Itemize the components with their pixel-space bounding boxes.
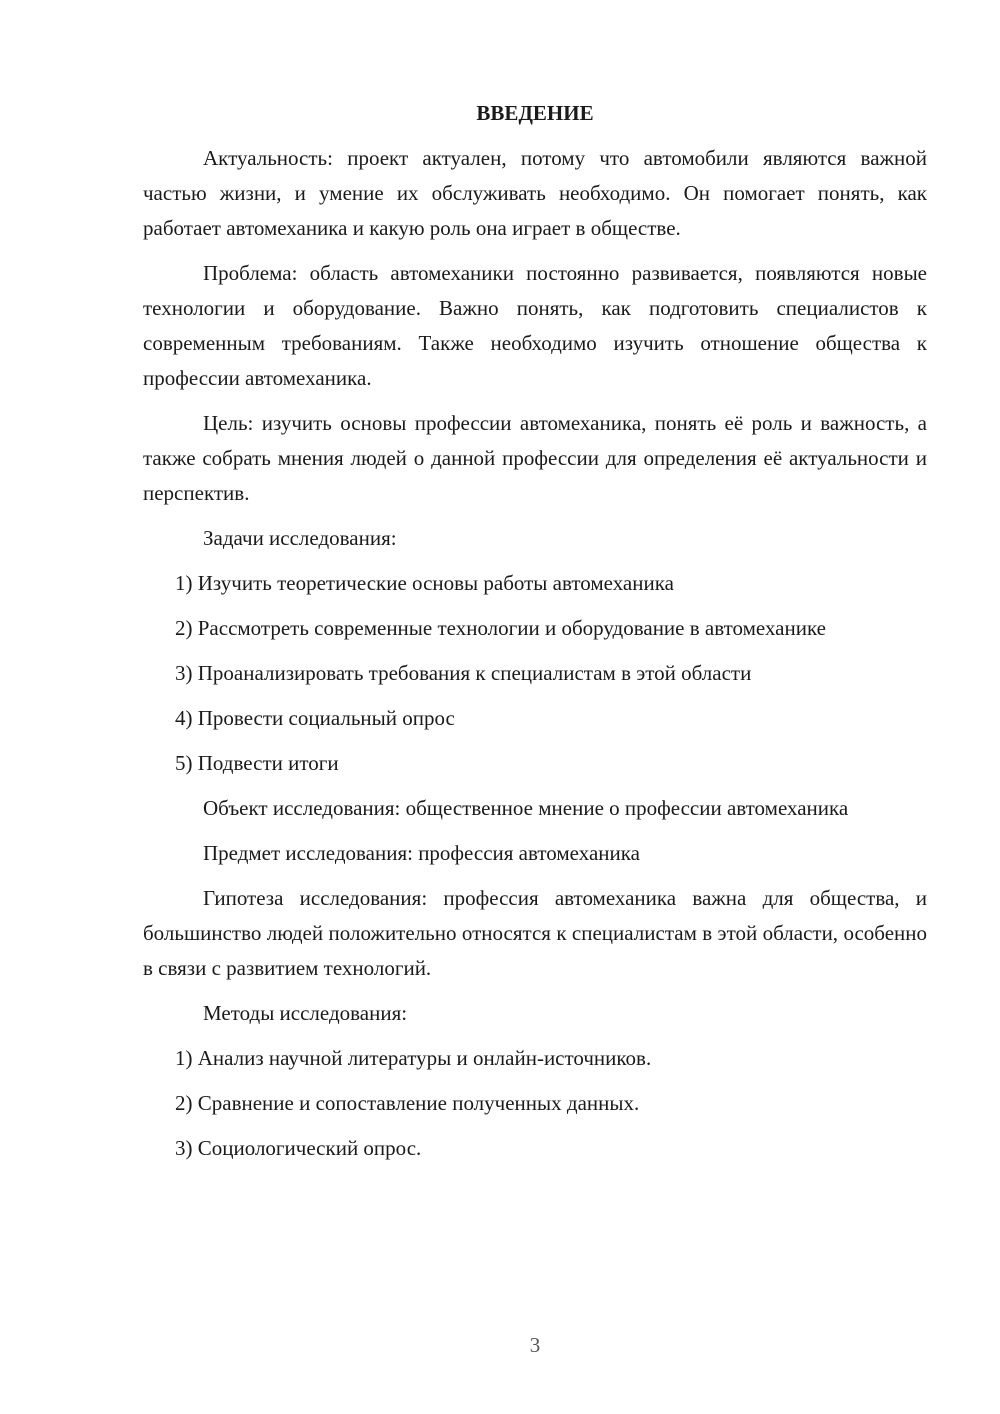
research-object: Объект исследования: общественное мнение о профессии автомеханика: [203, 796, 849, 820]
paragraph-relevance: Актуальность: проект актуален, потому что автомобили являются важной частью жизни, и умение их обслуживать необходимо. Он помогает понять, как работает автомеханика и какую роль она играет в обществе.: [143, 146, 927, 240]
document-page: [143, 96, 927, 1176]
tasks-heading: Задачи исследования:: [203, 526, 397, 550]
paragraph-problem: Проблема: область автомеханики постоянно развивается, появляются новые технологии и оборудование. Важно понять, как подготовить специалистов к современным требованиям. Также необходимо изучить отношение общества к профессии автомеханика.: [143, 261, 927, 390]
research-subject: Предмет исследования: профессия автомеханика: [203, 841, 640, 865]
method-item: 2) Сравнение и сопоставление полученных данных.: [175, 1091, 640, 1115]
paragraph-goal: Цель: изучить основы профессии автомеханика, понять её роль и важность, а также собрать мнения людей о данной профессии для определения её актуальности и перспектив.: [143, 411, 927, 505]
research-hypothesis: Гипотеза исследования: профессия автомеханика важна для общества, и большинство людей положительно относятся к специалистам в этой области, особенно в связи с развитием технологий.: [143, 886, 927, 980]
task-item: 4) Провести социальный опрос: [175, 706, 455, 730]
page-title: ВВЕДЕНИЕ: [476, 101, 594, 125]
method-item: 3) Социологический опрос.: [175, 1136, 422, 1160]
page-number: 3: [529, 1333, 541, 1357]
method-item: 1) Анализ научной литературы и онлайн-источников.: [175, 1046, 652, 1070]
task-item: 2) Рассмотреть современные технологии и оборудование в автомеханике: [175, 616, 826, 640]
task-item: 3) Проанализировать требования к специалистам в этой области: [175, 661, 752, 685]
task-item: 1) Изучить теоретические основы работы автомеханика: [175, 571, 674, 595]
methods-heading: Методы исследования:: [203, 1001, 408, 1025]
task-item: 5) Подвести итоги: [175, 751, 339, 775]
